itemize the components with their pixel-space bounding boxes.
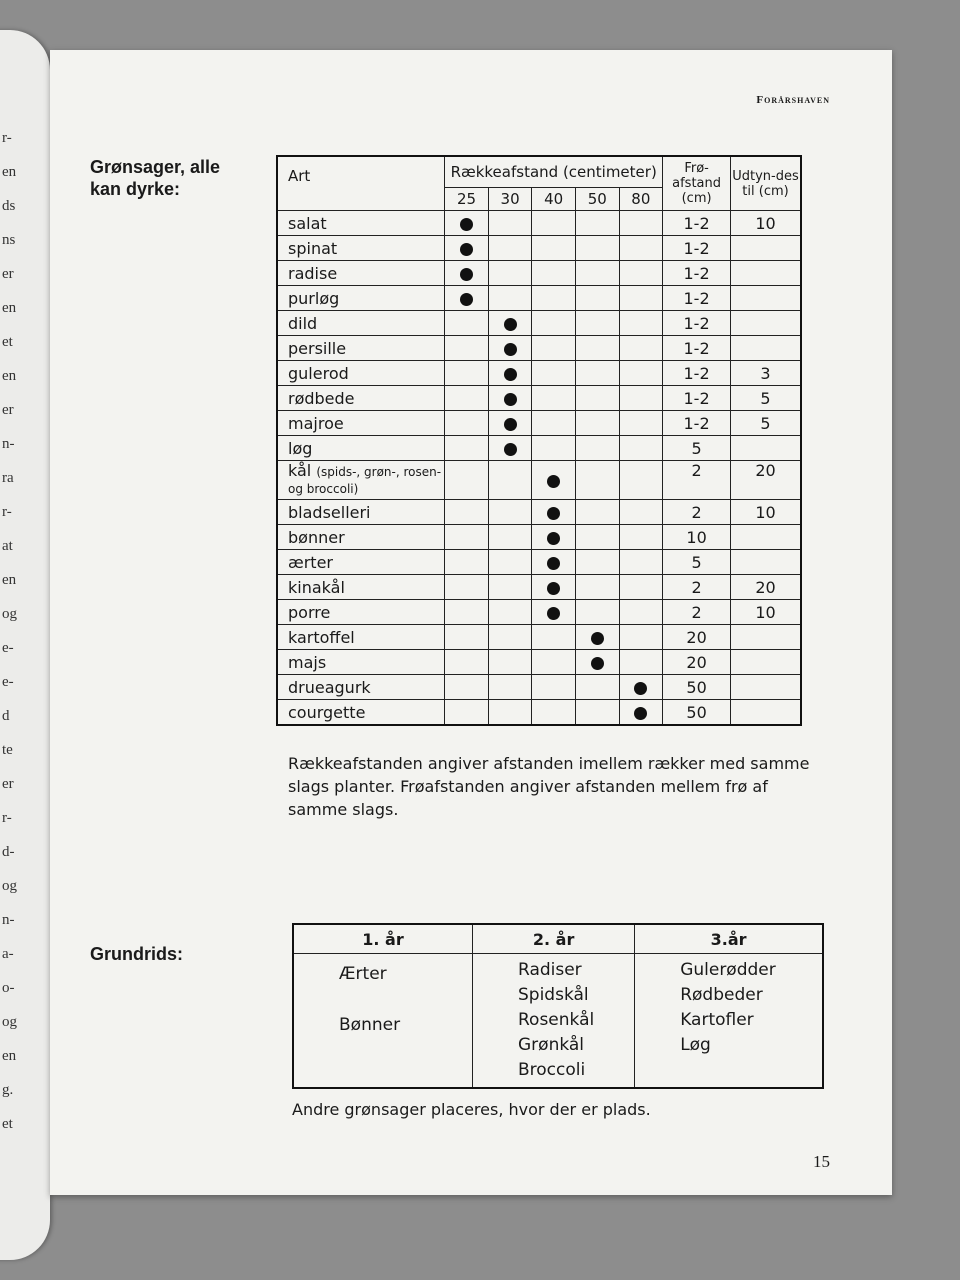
list-item: Bønner [339, 1015, 401, 1035]
vegetables-heading: Grønsager, alle kan dyrke: [90, 157, 221, 199]
seed-distance: 1-2 [663, 261, 731, 286]
left-page-fragment: ds [2, 198, 16, 214]
plan-body-row [293, 954, 823, 1089]
spacing-dot-40 [547, 607, 560, 620]
table-row [277, 261, 801, 286]
thin-to: 5 [731, 411, 801, 436]
left-page-fragment: og [2, 606, 17, 622]
plan-note: Andre grønsager placeres, hvor der er plads. [292, 1100, 651, 1119]
plan-header-row [293, 924, 823, 954]
spacing-dot-25 [460, 218, 473, 231]
col-art-header: Art [277, 156, 445, 211]
table-row [277, 236, 801, 261]
page-number: 15 [813, 1152, 830, 1171]
vegetable-name: persille [277, 336, 445, 361]
vegetable-rows [277, 211, 801, 726]
year-crops [293, 954, 473, 1089]
left-page-fragment: e- [2, 674, 14, 690]
list-item: Rosenkål [518, 1010, 595, 1030]
thin-to [731, 700, 801, 726]
table-row [277, 361, 801, 386]
vegetable-name: porre [277, 600, 445, 625]
table-row [277, 461, 801, 500]
year-crops [473, 954, 635, 1089]
seed-distance: 1-2 [663, 411, 731, 436]
table-row [277, 650, 801, 675]
vegetable-name: bladselleri [277, 500, 445, 525]
vegetable-name: majs [277, 650, 445, 675]
seed-distance: 50 [663, 675, 731, 700]
thin-to [731, 525, 801, 550]
left-page-fragment: en [2, 300, 17, 316]
year-header: 2. år [473, 924, 635, 954]
vegetable-spacing-table [276, 155, 802, 726]
left-page-fragment: og [2, 1014, 17, 1030]
left-page-fragment: r- [2, 504, 12, 520]
left-page-fragment: er [2, 266, 14, 282]
list-item: Spidskål [518, 985, 589, 1005]
left-page-fragment: er [2, 776, 14, 792]
thin-to: 20 [731, 461, 801, 500]
spacing-dot-40 [547, 557, 560, 570]
spacing-dot-40 [547, 532, 560, 545]
left-page-fragment: og [2, 878, 17, 894]
distance-header-25: 25 [445, 188, 489, 211]
seed-distance: 1-2 [663, 311, 731, 336]
list-item: Grønkål [518, 1035, 585, 1055]
left-page-fragment: en [2, 368, 17, 384]
thin-to: 10 [731, 500, 801, 525]
table-row [277, 411, 801, 436]
thin-to [731, 236, 801, 261]
left-page-fragment: en [2, 1048, 17, 1064]
left-page-fragment: r- [2, 810, 12, 826]
table-row [277, 550, 801, 575]
left-page-fragment: ra [2, 470, 14, 486]
vegetable-name: majroe [277, 411, 445, 436]
vegetable-name: spinat [277, 236, 445, 261]
vegetable-name: bønner [277, 525, 445, 550]
table-row [277, 525, 801, 550]
table-row [277, 211, 801, 236]
left-page-fragment: d- [2, 844, 15, 860]
vegetable-name: courgette [277, 700, 445, 726]
distance-header-30: 30 [488, 188, 532, 211]
left-page-fragment: en [2, 164, 17, 180]
spacing-dot-30 [504, 393, 517, 406]
left-page-fragment: at [2, 538, 13, 554]
running-head: Forårshaven [756, 94, 830, 106]
thin-to: 10 [731, 211, 801, 236]
left-page-fragment: te [2, 742, 13, 758]
seed-distance: 2 [663, 500, 731, 525]
table-row [277, 386, 801, 411]
table-row [277, 336, 801, 361]
seed-distance: 2 [663, 461, 731, 500]
seed-distance: 50 [663, 700, 731, 726]
spacing-dot-30 [504, 418, 517, 431]
seed-distance: 1-2 [663, 386, 731, 411]
left-page-fragment: d [2, 708, 10, 724]
thin-to [731, 675, 801, 700]
thin-to [731, 336, 801, 361]
crop-rotation-table [292, 923, 824, 1089]
left-page-fragment: n- [2, 912, 15, 928]
spacing-dot-80 [634, 682, 647, 695]
distance-header-50: 50 [575, 188, 619, 211]
year-header: 3.år [635, 924, 823, 954]
thin-to [731, 436, 801, 461]
list-item: Radiser [518, 960, 582, 980]
thin-to: 5 [731, 386, 801, 411]
spacing-dot-25 [460, 268, 473, 281]
seed-distance: 1-2 [663, 336, 731, 361]
vegetable-name: kinakål [277, 575, 445, 600]
left-page-fragment: a- [2, 946, 14, 962]
vegetable-name: drueagurk [277, 675, 445, 700]
left-page-fragment: o- [2, 980, 15, 996]
year-header: 1. år [293, 924, 473, 954]
table-row [277, 675, 801, 700]
col-row-distance-header: Rækkeafstand (centimeter) [445, 156, 663, 188]
spacing-dot-50 [591, 632, 604, 645]
left-page-fragment: er [2, 402, 14, 418]
year-crops [635, 954, 823, 1089]
list-item: Ærter [339, 964, 387, 984]
vegetable-name: ærter [277, 550, 445, 575]
left-page-fragment: en [2, 572, 17, 588]
list-item: Rødbeder [680, 985, 763, 1005]
left-page-fragment: n- [2, 436, 15, 452]
thin-to [731, 286, 801, 311]
seed-distance: 5 [663, 550, 731, 575]
list-item: Broccoli [518, 1060, 586, 1080]
table-row [277, 311, 801, 336]
distance-header-40: 40 [532, 188, 576, 211]
spacing-dot-25 [460, 243, 473, 256]
list-item: Gulerødder [680, 960, 776, 980]
spacing-dot-25 [460, 293, 473, 306]
vegetable-name: løg [277, 436, 445, 461]
seed-distance: 5 [663, 436, 731, 461]
table-row [277, 700, 801, 726]
left-page-fragment: et [2, 1116, 13, 1132]
thin-to: 20 [731, 575, 801, 600]
thin-to [731, 311, 801, 336]
seed-distance: 1-2 [663, 286, 731, 311]
spacing-dot-30 [504, 343, 517, 356]
thin-to: 10 [731, 600, 801, 625]
left-page-fragment: e- [2, 640, 14, 656]
left-page-fragment: et [2, 334, 13, 350]
col-seed-distance-header: Frø-afstand (cm) [663, 156, 731, 211]
plan-heading: Grundrids: [90, 944, 183, 964]
left-page-fragment: g. [2, 1082, 14, 1098]
thin-to [731, 550, 801, 575]
seed-distance: 20 [663, 625, 731, 650]
thin-to [731, 261, 801, 286]
spacing-dot-40 [547, 475, 560, 488]
spacing-dot-30 [504, 368, 517, 381]
vegetable-name: salat [277, 211, 445, 236]
spacing-dot-50 [591, 657, 604, 670]
seed-distance: 1-2 [663, 211, 731, 236]
vegetable-subtext: (spids-, grøn-, rosen- og broccoli) [288, 465, 442, 496]
seed-distance: 2 [663, 575, 731, 600]
vegetable-name: gulerod [277, 361, 445, 386]
left-page-fragment: ns [2, 232, 16, 248]
distance-header-80: 80 [619, 188, 663, 211]
col-thin-header: Udtyn-des til (cm) [731, 156, 801, 211]
spacing-dot-30 [504, 443, 517, 456]
thin-to [731, 625, 801, 650]
table-row [277, 436, 801, 461]
spacing-dot-40 [547, 582, 560, 595]
left-page-edge [0, 30, 50, 1260]
seed-distance: 1-2 [663, 361, 731, 386]
table-row [277, 625, 801, 650]
left-page-fragment: r- [2, 130, 12, 146]
table-row [277, 500, 801, 525]
spacing-dot-80 [634, 707, 647, 720]
table-row [277, 600, 801, 625]
table-row [277, 286, 801, 311]
thin-to [731, 650, 801, 675]
seed-distance: 1-2 [663, 236, 731, 261]
thin-to: 3 [731, 361, 801, 386]
vegetable-name: purløg [277, 286, 445, 311]
vegetable-name: rødbede [277, 386, 445, 411]
seed-distance: 20 [663, 650, 731, 675]
spacing-dot-30 [504, 318, 517, 331]
seed-distance: 2 [663, 600, 731, 625]
vegetable-name: kartoffel [277, 625, 445, 650]
vegetable-name: radise [277, 261, 445, 286]
spacing-dot-40 [547, 507, 560, 520]
table-row [277, 575, 801, 600]
list-item: Løg [680, 1035, 711, 1055]
vegetable-name: dild [277, 311, 445, 336]
vegetable-name: kål (spids-, grøn-, rosen- og broccoli) [277, 461, 445, 500]
seed-distance: 10 [663, 525, 731, 550]
spacing-note: Rækkeafstanden angiver afstanden imellem rækker med samme slags planter. Frøafstanden angiver afstanden mellem frø af samme slags. [288, 754, 810, 819]
book-page [50, 50, 892, 1195]
list-item: Kartofler [680, 1010, 754, 1030]
